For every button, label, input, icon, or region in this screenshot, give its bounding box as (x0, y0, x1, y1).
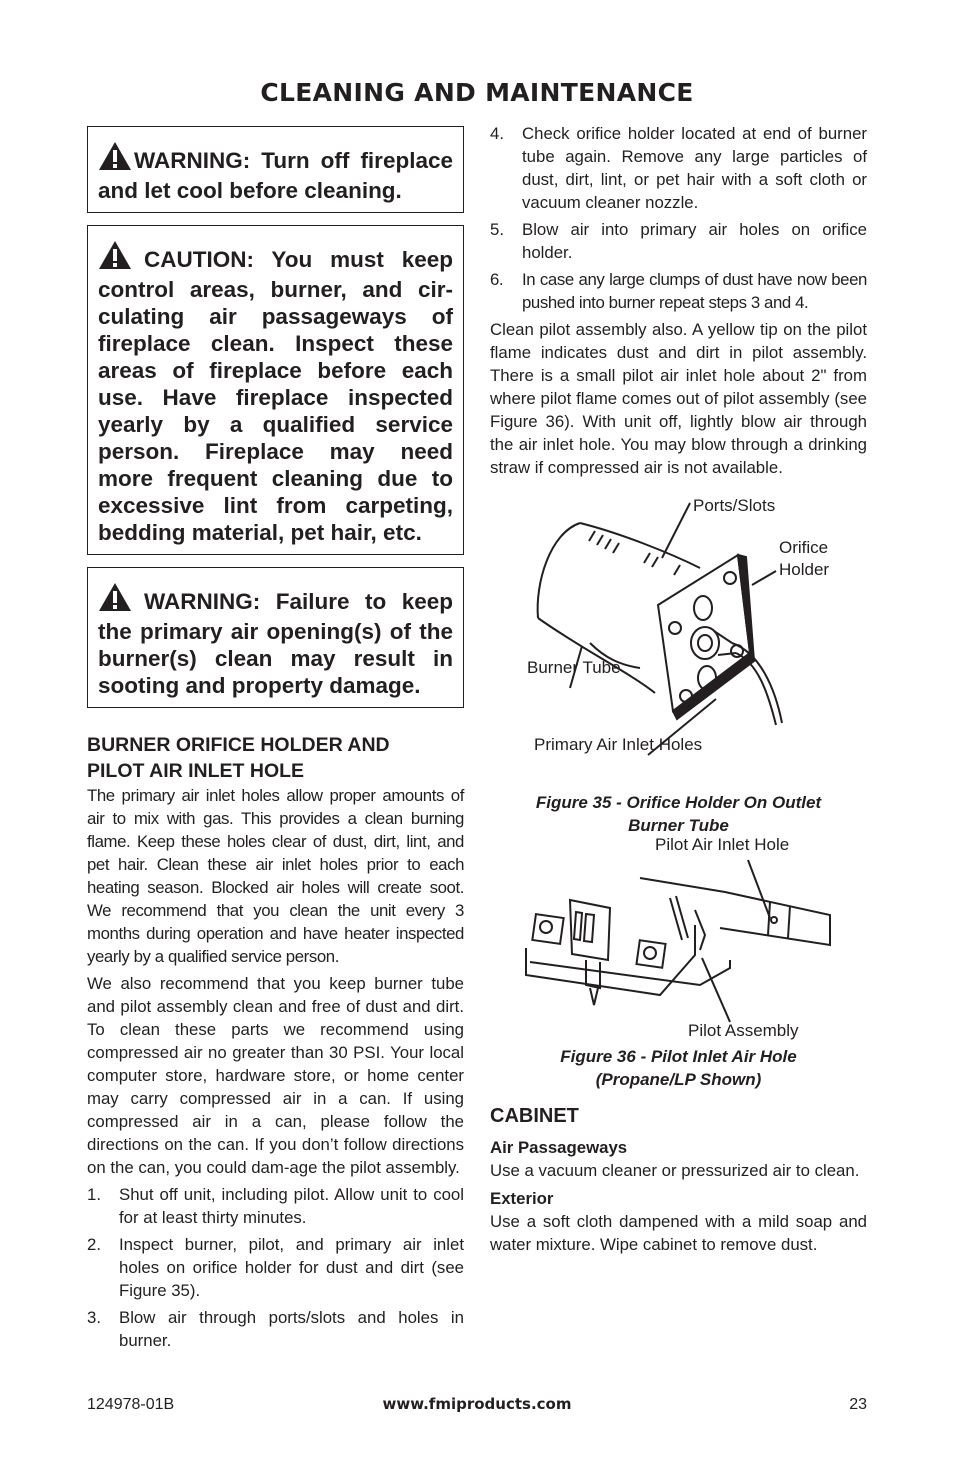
section-heading-burner: BURNER ORIFICE HOLDER AND PILOT AIR INLET HOLE (87, 734, 390, 782)
burner-paragraph-1: The primary air inlet holes allow proper amounts of air to mix with gas. This provides a clean burning flame. Keep these holes clear of dust, dirt, lint, and pet hair. Clean these air inlet holes prior to each heating season. Blocked air holes will create soot. We recommend that you clean the unit every 3 months during operation and have heater inspected yearly by a qualified service person. (87, 786, 464, 966)
label-burner-tube: Burner Tube (527, 658, 621, 677)
label-ports-slots: Ports/Slots (693, 496, 776, 515)
label-orifice-holder-1: Orifice (779, 538, 829, 557)
figure-35-caption-line1: Figure 35 - Orifice Holder On Outlet (535, 793, 822, 812)
footer-page-number: 23 (849, 1396, 867, 1413)
list-item: 5. Blow air into primary air holes on orifice holder. (490, 220, 867, 262)
list-item: 4. Check orifice holder located at end of burner tube again. Remove any large particles of dust, dirt, lint, or pet hair with a soft cloth or vacuum cleaner nozzle. (490, 124, 867, 212)
list-item: 6. In case any large clumps of dust have now been pushed into burner repeat steps 3 and 4. (490, 270, 867, 312)
footer-document-number: 124978-01B (87, 1396, 175, 1413)
exterior-text: Use a soft cloth dampened with a mild soap and water mixture. Wipe cabinet to remove dust. (490, 1212, 867, 1254)
caution-text: CAUTION: You must keep control areas, burner, and cir-culating air passageways of fireplace clean. Inspect these areas of fireplace before each use. Have fireplace inspected yearly by a qualified service person. Fireplace may need more frequent cleaning due to excessive lint from carpeting, bedding material, pet hair, etc. (98, 247, 453, 545)
label-pilot-assembly: Pilot Assembly (688, 1021, 799, 1040)
figure-36-caption-line2: (Propane/LP Shown) (595, 1070, 762, 1089)
label-primary-air-inlet-holes: Primary Air Inlet Holes (534, 735, 703, 754)
steps-list-part1 (87, 1183, 464, 1352)
list-item: 2. Inspect burner, pilot, and primary air inlet holes on orifice holder for dust and dirt (see Figure 35). (87, 1235, 464, 1300)
figure-36-caption-line1: Figure 36 - Pilot Inlet Air Hole (560, 1047, 797, 1066)
caution-box-clean (87, 225, 464, 555)
subheading-exterior: Exterior (490, 1189, 554, 1208)
figure-35-caption-line2: Burner Tube (628, 816, 729, 835)
pilot-paragraph: Clean pilot assembly also. A yellow tip on the pilot flame indicates dust and dirt in pilot assembly. There is a small pilot air inlet hole about 2" from where pilot flame comes out of pilot assembly (see Figure 36). With unit off, lightly blow air through the air inlet hole. You may blow through a drinking straw if compressed air is not available. (490, 320, 867, 477)
section-heading-cabinet: CABINET (490, 1105, 579, 1127)
warning-text: WARNING: Turn off fireplace and let cool before cleaning. (98, 148, 453, 203)
air-passageways-text: Use a vacuum cleaner or pressurized air to clean. (490, 1161, 860, 1180)
warning-text: WARNING: Failure to keep the primary air opening(s) of the burner(s) clean may result in sooting and property damage. (98, 589, 453, 698)
label-orifice-holder-2: Holder (779, 560, 830, 579)
burner-paragraph-2: We also recommend that you keep burner tube and pilot assembly clean and free of dust and dirt. To clean these parts we recommend using compressed air no greater than 30 PSI. Your local computer store, hardware store, or home center may carry compressed air in a can. If using compressed air in a can, please follow the directions on the can. If you don’t follow directions on the can, you could dam-age the pilot assembly. (87, 974, 464, 1177)
warning-triangle-icon (98, 141, 132, 177)
figure-36 (490, 835, 867, 1043)
footer-website: www.fmiproducts.com (382, 1395, 572, 1413)
warning-triangle-icon (98, 582, 132, 618)
pilot-assembly-illustration (490, 840, 867, 1043)
label-pilot-air-inlet-hole: Pilot Air Inlet Hole (655, 835, 790, 854)
list-item: 1. Shut off unit, including pilot. Allow unit to cool for at least thirty minutes. (87, 1185, 464, 1227)
page-title: CLEANING AND MAINTENANCE (260, 78, 694, 107)
right-column (490, 122, 867, 1260)
steps-list-part2 (490, 122, 867, 314)
subheading-air-passageways: Air Passageways (490, 1138, 628, 1157)
warning-triangle-icon (98, 240, 132, 276)
list-item: 3. Blow air through ports/slots and holes in burner. (87, 1308, 464, 1350)
warning-box-sooting (87, 567, 464, 708)
left-column (87, 126, 464, 1356)
warning-box-cool (87, 126, 464, 213)
figure-35 (490, 493, 867, 783)
